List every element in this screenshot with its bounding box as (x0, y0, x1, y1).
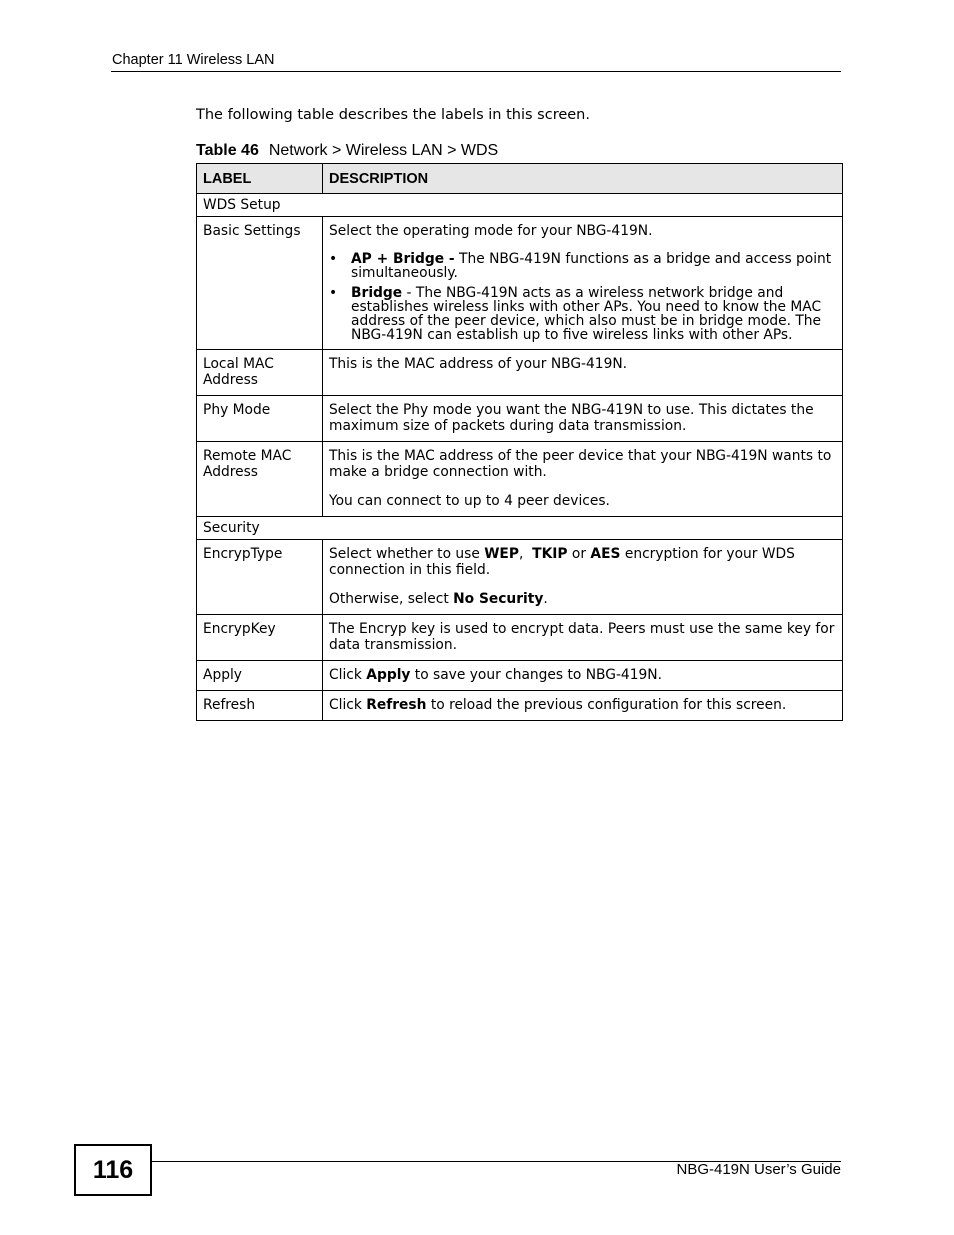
table-number: Table 46 (196, 142, 259, 159)
row-label-remote-mac: Remote MAC Address (197, 442, 323, 517)
section-title-wds-setup: WDS Setup (197, 194, 843, 217)
description-text: Select the operating mode for your NBG-419N. (329, 223, 653, 239)
row-description-encryp-type: Select whether to use WEP, TKIP or AES encryption for your WDS connection in this field. Otherwise, select No Security. (323, 540, 843, 615)
table-row (197, 661, 843, 691)
row-description-apply: Click Apply to save your changes to NBG-419N. (323, 661, 843, 691)
chapter-header: Chapter 11 Wireless LAN (112, 52, 275, 68)
wds-table (196, 163, 843, 721)
table-row (197, 691, 843, 721)
table-header-row (197, 164, 843, 194)
row-label-local-mac: Local MAC Address (197, 350, 323, 396)
mode-bullet-list (329, 252, 836, 342)
section-row-security (197, 517, 843, 540)
column-header-label: LABEL (197, 164, 323, 194)
table-row (197, 217, 843, 350)
guide-title: NBG-419N User’s Guide (676, 1161, 841, 1178)
bullet-ap-bridge: • AP + Bridge - The NBG-419N functions as a bridge and access point simultaneously. (329, 252, 836, 280)
row-label-apply: Apply (197, 661, 323, 691)
table-row (197, 350, 843, 396)
row-label-phy-mode: Phy Mode (197, 396, 323, 442)
table-row (197, 396, 843, 442)
row-label-encryp-key: EncrypKey (197, 615, 323, 661)
header-rule (111, 71, 841, 72)
row-description-local-mac: This is the MAC address of your NBG-419N. (323, 350, 843, 396)
bullet-bridge: • Bridge - The NBG-419N acts as a wireless network bridge and establishes wireless links with other APs. You need to know the MAC address of the peer device, which also must be in bridge mode. The NBG-419N can establish up to five wireless links with other APs. (329, 286, 836, 342)
row-description-remote-mac: This is the MAC address of the peer device that your NBG-419N wants to make a bridge connection with. You can connect to up to 4 peer devices. (323, 442, 843, 517)
row-description-basic-settings (323, 217, 843, 350)
table-row (197, 442, 843, 517)
table-row (197, 540, 843, 615)
table-title: Network > Wireless LAN > WDS (268, 142, 499, 159)
table-caption (196, 142, 498, 160)
column-header-description: DESCRIPTION (323, 164, 843, 194)
row-label-refresh: Refresh (197, 691, 323, 721)
section-row-wds-setup (197, 194, 843, 217)
intro-text: The following table describes the labels in this screen. (196, 107, 590, 123)
section-title-security: Security (197, 517, 843, 540)
row-description-refresh: Click Refresh to reload the previous configuration for this screen. (323, 691, 843, 721)
table-row (197, 615, 843, 661)
row-label-encryp-type: EncrypType (197, 540, 323, 615)
row-label-basic-settings: Basic Settings (197, 217, 323, 350)
row-description-phy-mode: Select the Phy mode you want the NBG-419N to use. This dictates the maximum size of packets during data transmission. (323, 396, 843, 442)
row-description-encryp-key: The Encryp key is used to encrypt data. Peers must use the same key for data transmission. (323, 615, 843, 661)
page-number: 116 (74, 1144, 152, 1196)
